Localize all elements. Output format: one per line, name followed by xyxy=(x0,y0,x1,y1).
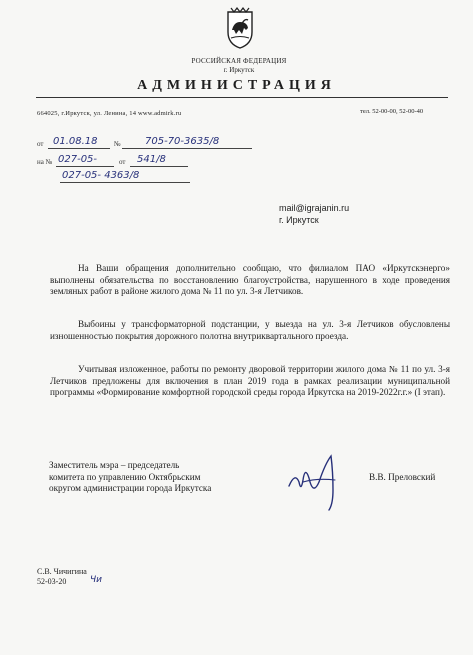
phone-line: тел. 52-00-00, 52-00-40 xyxy=(360,108,424,115)
date-line xyxy=(48,148,110,149)
handwritten-number: 705-70-3635/8 xyxy=(145,136,220,147)
body-paragraph-3: Учитывая изложенное, работы по ремонту дворовой территории жилого дома № 11 по ул. 3-я Летчиков предложены для включения в план 2019 года в рамках реализации муниципальной программы «Формирование комфортной городской среды города Иркутска на 2019-2022г.г.» (I этап). xyxy=(50,364,450,397)
from-label: от xyxy=(37,140,44,148)
organization-title: АДМИНИСТРАЦИЯ xyxy=(137,78,336,93)
position-line-1: Заместитель мэра – председатель xyxy=(49,460,180,470)
position-line-2: комитета по управлению Октябрьским xyxy=(49,471,201,482)
signatory-position xyxy=(49,460,289,495)
ref-date-line xyxy=(130,166,188,167)
irkutsk-coat-of-arms-icon xyxy=(222,6,258,50)
extra-line xyxy=(60,182,190,183)
body-paragraph-1: На Ваши обращения дополнительно сообщаю, что филиалом ПАО «Иркутскэнерго» выполнены обязательства по восстановлению благоустройства, нарушенного в ходе проведения земляных работ в районе жилого дома № 11 по ул. 3-я Летчиков. xyxy=(50,263,450,296)
recipient-city: г. Иркутск xyxy=(279,215,319,225)
address-line: 664025, г.Иркутск, ул. Ленина, 14 www.admirk.ru xyxy=(37,110,182,117)
number-line xyxy=(122,148,252,149)
ref-number-label: на № xyxy=(37,158,53,166)
handwritten-ref-number: 027-05- xyxy=(58,154,98,165)
ref-date-label: от xyxy=(119,158,126,166)
number-label: № xyxy=(114,140,121,148)
signatory-name: В.В. Преловский xyxy=(369,472,436,482)
city-label: г. Иркутск xyxy=(223,66,255,74)
body-paragraph-2: Выбоины у трансформаторной подстанции, у выезда на ул. 3-я Летчиков обусловлены изношенностью покрытия дорожного полотна внутриквартального проезда. xyxy=(50,319,450,341)
handwritten-ref-date: 541/8 xyxy=(137,154,166,165)
handwritten-date: 01.08.18 xyxy=(53,136,98,147)
recipient-email: mail@igrajanin.ru xyxy=(279,203,350,213)
handwritten-extra-number: 027-05- 4363/8 xyxy=(62,170,140,181)
handwritten-signature xyxy=(283,452,363,512)
federation-label: РОССИЙСКАЯ ФЕДЕРАЦИЯ xyxy=(191,57,287,65)
header-divider xyxy=(36,97,448,98)
executor-phone: 52-03-20 xyxy=(37,577,67,586)
ref-number-line xyxy=(56,166,114,167)
position-line-3: округом администрации города Иркутска xyxy=(49,483,212,493)
handwritten-initials: Чи xyxy=(90,575,103,585)
executor-name: С.В. Чичигина xyxy=(37,567,87,576)
